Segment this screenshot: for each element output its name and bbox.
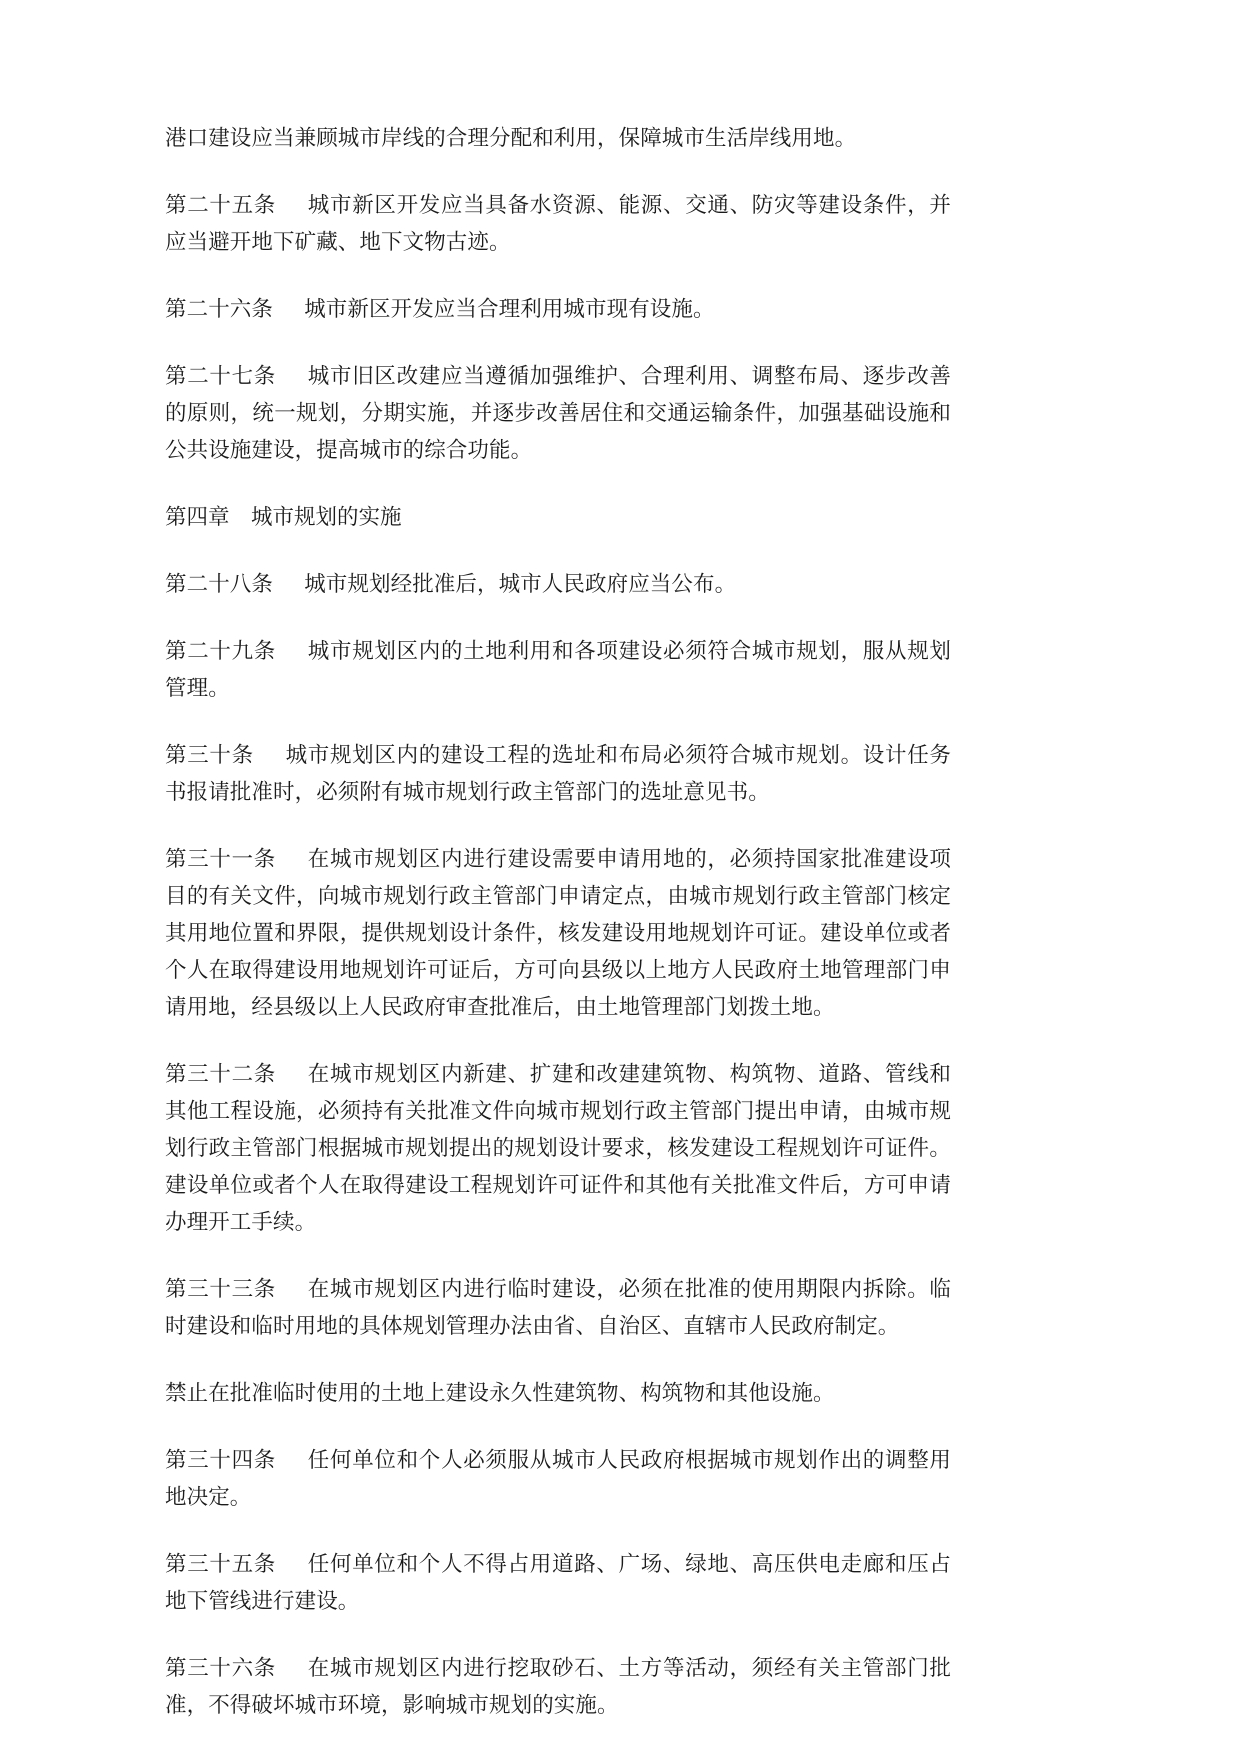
article-35 — [165, 1546, 951, 1620]
paragraph-port-construction — [165, 120, 951, 157]
chapter-4-heading — [165, 499, 951, 536]
article-30 — [165, 737, 951, 811]
article-number: 第二十八条 — [165, 572, 274, 597]
article-26 — [165, 291, 951, 328]
article-text: 在城市规划区内进行建设需要申请用地的，必须持国家批准建设项目的有关文件，向城市规划行政主管部门申请定点，由城市规划行政主管部门核定其用地位置和界限，提供规划设计条件，核发建设用地规划许可证。建设单位或者个人在取得建设用地规划许可证后，方可向县级以上地方人民政府土地管理部门申请用地，经县级以上人民政府审查批准后，由土地管理部门划拨土地。 — [165, 847, 951, 1020]
article-number: 第三十三条 — [165, 1277, 277, 1302]
article-33 — [165, 1271, 951, 1345]
article-number: 第三十二条 — [165, 1062, 277, 1087]
article-number: 第二十七条 — [165, 364, 277, 389]
article-text: 在城市规划区内新建、扩建和改建建筑物、构筑物、道路、管线和其他工程设施，必须持有关批准文件向城市规划行政主管部门提出申请，由城市规划行政主管部门根据城市规划提出的规划设计要求，核发建设工程规划许可证件。建设单位或者个人在取得建设工程规划许可证件和其他有关批准文件后，方可申请办理开工手续。 — [165, 1062, 951, 1235]
chapter-number: 第四章 — [165, 505, 230, 530]
article-number: 第二十六条 — [165, 297, 274, 322]
article-28 — [165, 566, 951, 603]
article-text: 任何单位和个人不得占用道路、广场、绿地、高压供电走廊和压占地下管线进行建设。 — [165, 1552, 951, 1614]
article-25 — [165, 187, 951, 261]
article-31 — [165, 841, 951, 1026]
article-number: 第二十九条 — [165, 639, 277, 664]
document-body — [165, 120, 951, 1724]
article-text: 在城市规划区内进行挖取砂石、土方等活动，须经有关主管部门批准，不得破坏城市环境，影响城市规划的实施。 — [165, 1656, 951, 1718]
article-number: 第三十六条 — [165, 1656, 277, 1681]
paragraph-text: 港口建设应当兼顾城市岸线的合理分配和利用，保障城市生活岸线用地。 — [165, 126, 857, 151]
article-text: 任何单位和个人必须服从城市人民政府根据城市规划作出的调整用地决定。 — [165, 1448, 951, 1510]
paragraph-text: 禁止在批准临时使用的土地上建设永久性建筑物、构筑物和其他设施。 — [165, 1381, 835, 1406]
article-32 — [165, 1056, 951, 1241]
article-number: 第三十一条 — [165, 847, 277, 872]
article-text: 城市新区开发应当合理利用城市现有设施。 — [304, 297, 715, 322]
article-36 — [165, 1650, 951, 1724]
article-text: 城市新区开发应当具备水资源、能源、交通、防灾等建设条件，并应当避开地下矿藏、地下文物古迹。 — [165, 193, 951, 255]
article-number: 第三十条 — [165, 743, 254, 768]
article-text: 城市规划区内的建设工程的选址和布局必须符合城市规划。设计任务书报请批准时，必须附有城市规划行政主管部门的选址意见书。 — [165, 743, 951, 805]
article-number: 第二十五条 — [165, 193, 277, 218]
article-number: 第三十四条 — [165, 1448, 277, 1473]
chapter-title: 城市规划的实施 — [251, 505, 402, 530]
article-text: 城市规划经批准后，城市人民政府应当公布。 — [304, 572, 737, 597]
article-text: 城市规划区内的土地利用和各项建设必须符合城市规划，服从规划管理。 — [165, 639, 951, 701]
paragraph-prohibition — [165, 1375, 951, 1412]
article-29 — [165, 633, 951, 707]
article-text: 城市旧区改建应当遵循加强维护、合理利用、调整布局、逐步改善的原则，统一规划，分期实施，并逐步改善居住和交通运输条件，加强基础设施和公共设施建设，提高城市的综合功能。 — [165, 364, 951, 463]
article-text: 在城市规划区内进行临时建设，必须在批准的使用期限内拆除。临时建设和临时用地的具体规划管理办法由省、自治区、直辖市人民政府制定。 — [165, 1277, 951, 1339]
article-number: 第三十五条 — [165, 1552, 277, 1577]
article-34 — [165, 1442, 951, 1516]
article-27 — [165, 358, 951, 469]
